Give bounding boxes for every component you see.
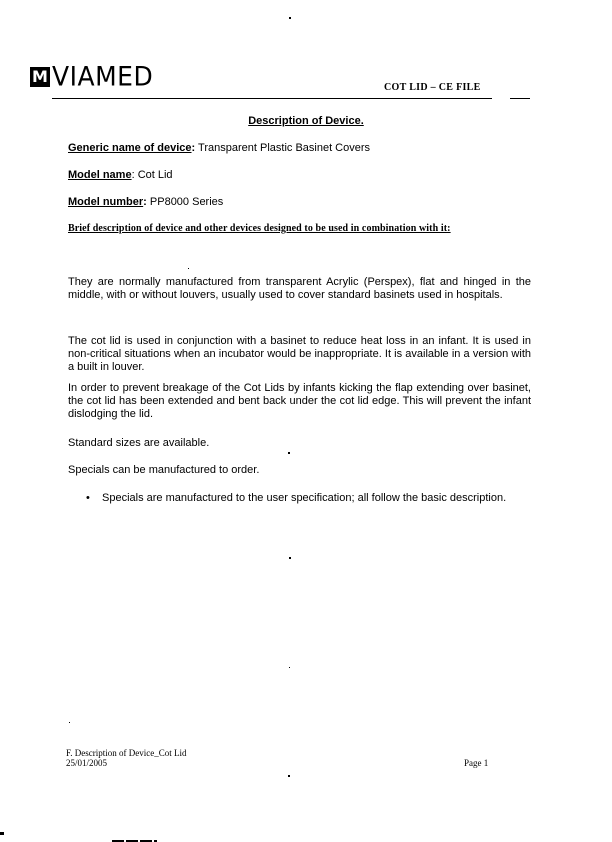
- header-divider-tail: [510, 98, 530, 99]
- page-number: Page 1: [464, 758, 489, 768]
- scan-speck: [69, 722, 70, 723]
- scan-speck: [288, 775, 290, 777]
- scan-speck: [0, 832, 4, 835]
- generic-name-field: Generic name of device: Transparent Plastic Basinet Covers: [68, 142, 371, 154]
- company-logo: [30, 61, 154, 92]
- footer-doc-name: F. Description of Device_Cot Lid: [66, 748, 187, 758]
- scan-speck: [289, 667, 290, 668]
- paragraph: Specials can be manufactured to order.: [68, 464, 260, 476]
- model-name-field: Model name: Cot Lid: [68, 169, 173, 181]
- scan-speck: [289, 557, 291, 559]
- file-title: COT LID – CE FILE: [384, 82, 481, 93]
- field-label: Model number: [68, 196, 144, 208]
- paragraph: Standard sizes are available.: [68, 437, 210, 449]
- logo-text: VIAMED: [52, 61, 154, 92]
- model-number-field: Model number: PP8000 Series: [68, 196, 224, 208]
- header-divider: [52, 98, 492, 99]
- footer-date: 25/01/2005: [66, 758, 108, 768]
- paragraph: The cot lid is used in conjunction with a basinet to reduce heat loss in an infant. It is used in non-critical situations when an incubator would be inappropriate. It is available in a version with a built in louver.: [68, 335, 531, 373]
- field-label: Generic name of device: [68, 142, 192, 154]
- paragraph: In order to prevent breakage of the Cot Lids by infants kicking the flap extending over basinet, the cot lid has been extended and bent back under the cot lid edge. This will prevent the infant dislodging the lid.: [68, 382, 531, 420]
- brief-description-heading: Brief description of device and other devices designed to be used in combination with it:: [68, 223, 451, 234]
- logo-mark-icon: M: [30, 67, 50, 87]
- footer-info: [66, 748, 187, 768]
- scan-speck: [288, 452, 290, 454]
- bullet-icon: •: [86, 492, 90, 504]
- field-value: Transparent Plastic Basinet Covers: [195, 142, 371, 154]
- scan-speck: [289, 17, 291, 19]
- field-value: Cot Lid: [134, 169, 173, 181]
- bullet-item: [86, 492, 531, 505]
- field-label: Model name: [68, 169, 132, 181]
- paragraph: They are normally manufactured from transparent Acrylic (Perspex), flat and hinged in the middle, with or without louvers, usually used to cover standard basinets used in hospitals.: [68, 276, 531, 301]
- page-title: Description of Device.: [248, 115, 364, 127]
- field-value: PP8000 Series: [146, 196, 224, 208]
- bullet-text: Specials are manufactured to the user specification; all follow the basic description.: [102, 492, 507, 504]
- scan-speck: [188, 268, 189, 269]
